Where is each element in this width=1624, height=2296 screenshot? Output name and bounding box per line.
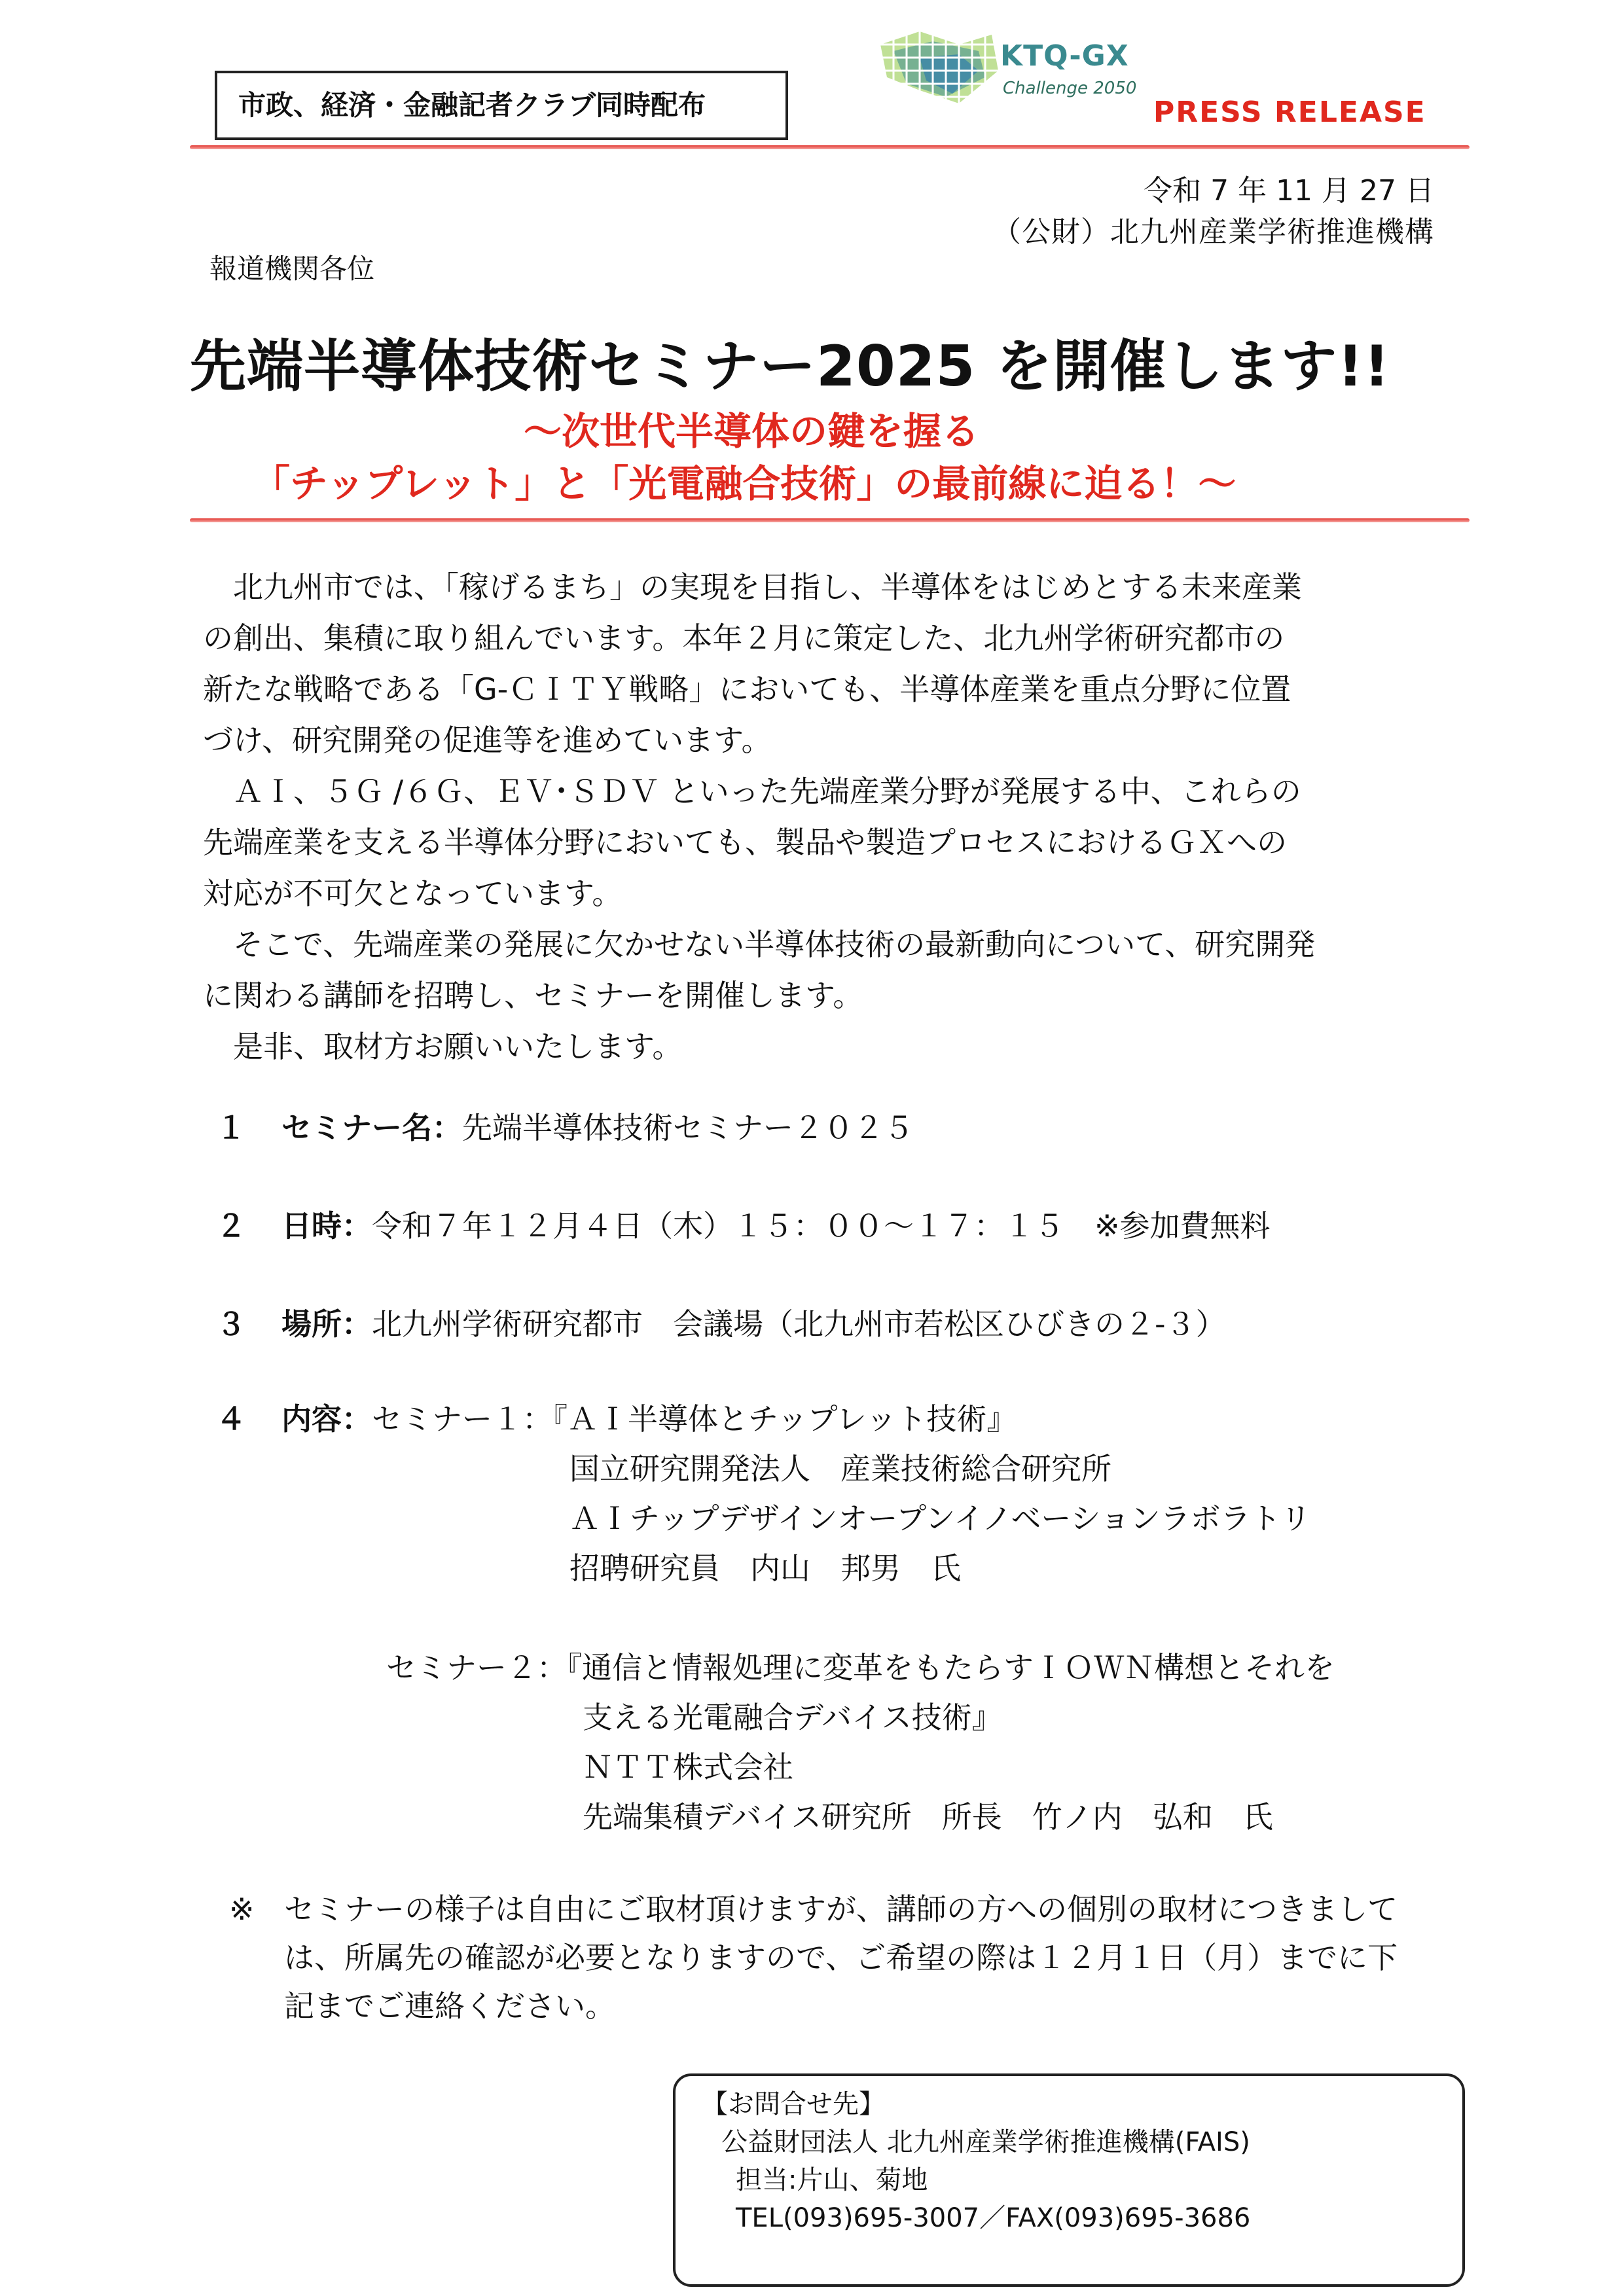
intro-text [203, 562, 1447, 1072]
contact-person: 担当:片山、菊地 [736, 2165, 928, 2195]
item-heading: セミナー名： [281, 1110, 462, 1145]
subtitle-line-2: 「チップレット」と「光電融合技術」の最前線に迫る！～ [252, 461, 1236, 506]
seminar-2-line: ＮＴＴ株式会社 [583, 1749, 793, 1785]
seminar-1-label: セミナー１： [372, 1401, 552, 1437]
item-content [216, 1394, 1460, 1604]
intro-line: づけ、研究開発の促進等を進めています。 [203, 723, 772, 758]
note-line: は、所属先の確認が必要となりますので、ご希望の際は１２月１日（月）までに下 [284, 1940, 1398, 1975]
contact-box [673, 2073, 1465, 2287]
seminar-2-line: 先端集積デバイス研究所 所長 竹ノ内 弘和 氏 [583, 1799, 1273, 1835]
intro-line: 北九州市では、「稼げるまち」の実現を目指し、半導体をはじめとする未来産業 [203, 569, 1302, 605]
addressee: 報道機関各位 [209, 253, 375, 285]
contact-heading: 【お問合せ先】 [702, 2089, 885, 2119]
release-date: 令和 7 年 11 月 27 日 [1144, 174, 1434, 207]
issuing-organization: （公財）北九州産業学術推進機構 [992, 215, 1434, 249]
item-value: 先端半導体技術セミナー２０２５ [462, 1110, 914, 1145]
item-number: ２ [216, 1208, 246, 1244]
seminar-1-line: 国立研究開発法人 産業技術総合研究所 [569, 1451, 1111, 1486]
seminar-2-line: 支える光電融合デバイス技術』 [583, 1700, 1002, 1735]
seminar-1-line: ＡＩチップデザインオープンイノベーションラボラトリ [569, 1501, 1311, 1536]
press-release-label: PRESS RELEASE [1153, 96, 1426, 129]
intro-line: ＡＩ、５Ｇ /６Ｇ、ＥＶ･ＳＤＶ といった先端産業分野が発展する中、これらの [203, 774, 1301, 809]
intro-line: の創出、集積に取り組んでいます。本年２月に策定した、北九州学術研究都市の [203, 620, 1285, 656]
distribution-label: 市政、経済・金融記者クラブ同時配布 [238, 89, 706, 121]
seminar-1-title: 『ＡＩ半導体とチップレット技術』 [552, 1401, 1017, 1437]
item-value: 北九州学術研究都市 会議場（北九州市若松区ひびきの２-３） [372, 1306, 1226, 1342]
page-title: 先端半導体技術セミナー2025 を開催します!! [190, 334, 1390, 399]
item-heading: 場所： [281, 1306, 372, 1342]
item-value: 令和７年１２月４日（木）１５：００～１７：１５ ※参加費無料 [372, 1208, 1271, 1244]
intro-line: 新たな戦略である「G-ＣＩＴＹ戦略」においても、半導体産業を重点分野に位置 [203, 672, 1291, 707]
seminar-2-label: セミナー２： [386, 1650, 567, 1685]
intro-line: そこで、先端産業の発展に欠かせない半導体技術の最新動向について、研究開発 [203, 927, 1316, 962]
subtitle-line-1: ～次世代半導体の鍵を握る [524, 409, 980, 454]
distribution-box [215, 71, 788, 140]
note-line: 記までご連絡ください。 [284, 1988, 615, 2024]
contact-phone: TEL(093)695-3007／FAX(093)695-3686 [736, 2203, 1251, 2233]
logo-tagline: Challenge 2050 [1003, 79, 1137, 98]
intro-line: 対応が不可欠となっています。 [203, 876, 623, 911]
item-heading: 内容： [281, 1401, 372, 1437]
logo-name: KTQ-GX [1000, 39, 1129, 73]
note-line: セミナーの様子は自由にご取材頂けますが、講師の方への個別の取材につきまして [284, 1892, 1398, 1927]
header-divider [190, 145, 1470, 149]
intro-line: 先端産業を支える半導体分野においても、製品や製造プロセスにおけるＧＸへの [203, 825, 1287, 860]
seminar-2-title: 『通信と情報処理に変革をもたらすＩＯＷＮ構想とそれを [567, 1650, 1335, 1685]
logo-mosaic [880, 31, 998, 110]
note-mark: ※ [229, 1892, 255, 1927]
item-number: ３ [216, 1306, 246, 1342]
item-number: ４ [216, 1401, 246, 1437]
seminar-1-line: 招聘研究員 内山 邦男 氏 [569, 1551, 961, 1586]
intro-line: 是非、取材方お願いいたします。 [203, 1029, 683, 1064]
intro-line: に関わる講師を招聘し、セミナーを開催します。 [203, 978, 863, 1013]
contact-organization: 公益財団法人 北九州産業学術推進機構(FAIS) [721, 2127, 1250, 2157]
item-seminar-2 [216, 1643, 1460, 1852]
title-divider [190, 518, 1470, 522]
item-number: １ [216, 1110, 246, 1145]
item-heading: 日時： [281, 1208, 372, 1244]
